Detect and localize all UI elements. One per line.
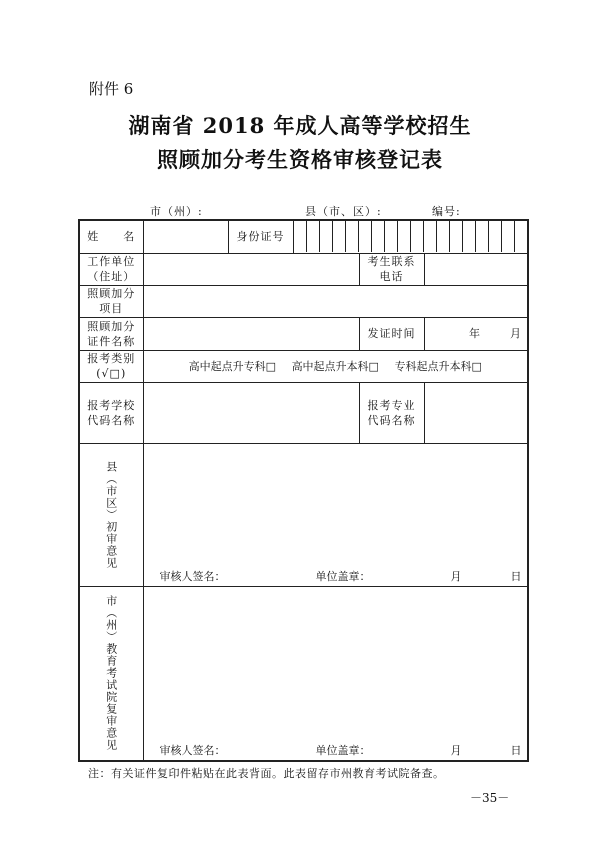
category-option-bachelor[interactable]: 高中起点升本科□: [291, 359, 379, 373]
id-digit-cell[interactable]: [463, 221, 476, 252]
category-option-upgrade[interactable]: 专科起点升本科□: [394, 359, 482, 373]
issue-month-label: 月: [510, 327, 522, 340]
name-label: 姓 名: [79, 220, 143, 253]
major-input-cell[interactable]: [424, 382, 528, 443]
id-digit-cell[interactable]: [398, 221, 411, 252]
county-field-label: 县（市、区）:: [305, 205, 382, 218]
city-review-label: 市（州）教育考试院复审意见: [79, 586, 143, 761]
county-month-label: 月: [450, 569, 462, 583]
bonus-cert-label: 照顾加分 证件名称: [79, 317, 143, 350]
registration-form-table: [78, 219, 529, 762]
id-digit-cell[interactable]: [372, 221, 385, 252]
id-number-label: 身份证号: [228, 220, 293, 253]
city-reviewer-sign-label: 审核人签名：: [159, 744, 226, 757]
id-digit-cell[interactable]: [346, 221, 359, 252]
category-option-junior-college[interactable]: 高中起点升专科□: [188, 359, 277, 373]
issue-time-input-cell[interactable]: [424, 317, 528, 350]
id-digit-cell[interactable]: [489, 221, 502, 252]
id-digit-cell[interactable]: [320, 221, 333, 252]
city-unit-seal-label: 单位盖章：: [315, 744, 371, 757]
id-digit-cell[interactable]: [359, 221, 372, 252]
county-reviewer-sign-label: 审核人签名：: [159, 569, 226, 583]
id-digit-cell[interactable]: [476, 221, 489, 252]
bonus-item-label: 照顾加分 项目: [79, 285, 143, 317]
id-number-cells[interactable]: [293, 220, 528, 253]
category-options: [143, 350, 528, 382]
county-unit-seal-label: 单位盖章：: [315, 569, 371, 583]
id-digit-cell[interactable]: [411, 221, 424, 252]
page-number: －35－: [470, 791, 510, 805]
attachment-label: 附件 6: [89, 80, 134, 98]
phone-label: 考生联系 电话: [359, 253, 424, 285]
work-unit-input-cell[interactable]: [143, 253, 359, 285]
county-review-label: 县（市区）初审意见: [79, 443, 143, 586]
name-input-cell[interactable]: [143, 220, 228, 253]
category-label: 报考类别 (√□): [79, 350, 143, 382]
id-digit-cell[interactable]: [502, 221, 515, 252]
city-month-label: 月: [450, 744, 462, 757]
county-review-input-cell[interactable]: [143, 443, 528, 586]
school-input-cell[interactable]: [143, 382, 359, 443]
bonus-cert-input-cell[interactable]: [143, 317, 359, 350]
major-label: 报考专业 代码名称: [359, 382, 424, 443]
page-title-line2: 照顾加分考生资格审核登记表: [157, 147, 443, 172]
bonus-item-input-cell[interactable]: [143, 285, 528, 317]
id-digit-cell[interactable]: [294, 221, 307, 252]
city-field-label: 市（州）:: [150, 205, 203, 218]
issue-time-label: 发证时间: [359, 317, 424, 350]
county-day-label: 日: [510, 569, 522, 583]
number-field-label: 编号:: [432, 205, 461, 218]
phone-input-cell[interactable]: [424, 253, 528, 285]
issue-year-label: 年: [469, 327, 481, 340]
id-digit-cell[interactable]: [307, 221, 320, 252]
work-unit-label: 工作单位 （住址）: [79, 253, 143, 285]
id-digit-cell[interactable]: [333, 221, 346, 252]
city-review-input-cell[interactable]: [143, 586, 528, 761]
id-digit-cell[interactable]: [437, 221, 450, 252]
footnote: 注：有关证件复印件粘贴在此表背面。此表留存市州教育考试院备查。: [88, 767, 445, 780]
id-digit-cell[interactable]: [450, 221, 463, 252]
id-digit-cell[interactable]: [385, 221, 398, 252]
school-label: 报考学校 代码名称: [79, 382, 143, 443]
city-day-label: 日: [510, 744, 522, 757]
id-digit-cell[interactable]: [424, 221, 437, 252]
page-title-line1: 湖南省 2018 年成人高等学校招生: [128, 113, 472, 138]
id-digit-cell[interactable]: [515, 221, 527, 252]
